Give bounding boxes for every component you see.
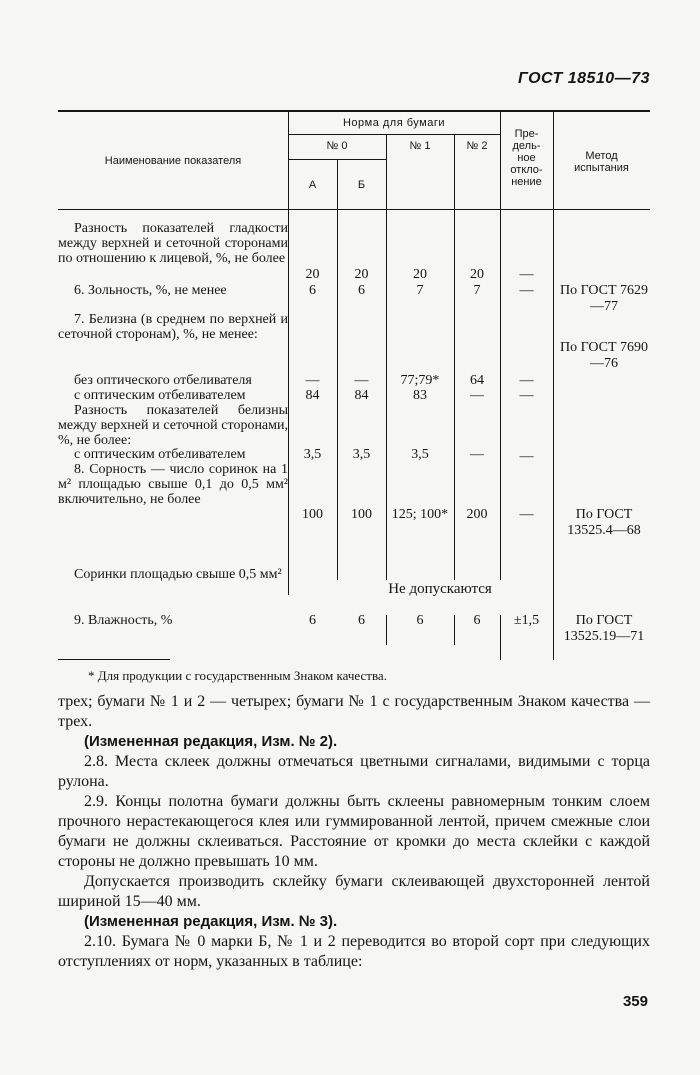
document-code: ГОСТ 18510—73 — [517, 70, 650, 87]
column-header-method: Метод испытания — [574, 150, 629, 174]
method-specks: По ГОСТ 13525.4—68 — [567, 507, 641, 538]
row-label-no-optical: без оптического отбеливателя — [74, 373, 252, 388]
cell-r3-n1: 77;79* — [400, 373, 440, 388]
paragraph-2-10: 2.10. Бумага № 0 марки Б, № 1 и 2 переводится во второй сорт при следующих отступлениях от норм, указанных в таблице: — [58, 933, 650, 970]
cell-r1-b: 6 — [358, 283, 365, 298]
column-header-a: А — [308, 179, 317, 191]
norm-subrule — [288, 134, 500, 135]
cell-r3-dev: — — [519, 373, 534, 388]
row-label-with-optical-2: с оптическим отбеливателем — [74, 447, 246, 462]
cell-r7-n1: 125; 100* — [391, 507, 449, 522]
column-header-no2: № 2 — [466, 140, 488, 152]
row-label-whiteness: 7. Белизна (в среднем по верхней и сеточной сторонам), %, не менее: — [58, 312, 288, 342]
method-whiteness: По ГОСТ 7690—76 — [559, 340, 649, 371]
cell-r4-n2: — — [470, 388, 484, 403]
cell-r3-a: — — [305, 373, 320, 388]
cell-r7-n2: 200 — [466, 507, 488, 522]
cell-r6-dev: — — [519, 449, 534, 464]
cell-r4-dev: — — [519, 388, 534, 403]
column-header-no0: № 0 — [326, 140, 348, 152]
cell-r1-a: 6 — [309, 283, 316, 298]
amendment-note-3: (Измененная редакция, Изм. № 3). — [84, 913, 338, 930]
footnote-rule — [58, 659, 170, 660]
cell-r6-a: 3,5 — [303, 447, 322, 462]
row-label-with-optical: с оптическим отбеливателем — [74, 388, 246, 403]
body-divider-dev — [553, 210, 554, 660]
cell-r1-n2: 7 — [473, 283, 481, 298]
cell-r3-b: — — [354, 373, 369, 388]
table-top-rule — [58, 110, 650, 112]
cell-r6-n2: — — [470, 447, 484, 462]
row-label-ash: 6. Зольность, %, не менее — [74, 283, 227, 298]
row-label-specks-large: Соринки площадью свыше 0,5 мм² — [74, 567, 282, 582]
row-label-moisture: 9. Влажность, % — [74, 613, 173, 628]
cell-r4-n1: 83 — [413, 388, 427, 403]
cell-r0-dev: — — [519, 267, 534, 282]
cell-r0-n1: 20 — [413, 267, 427, 282]
cell-r9-dev: ±1,5 — [513, 613, 540, 628]
cell-r0-b: 20 — [354, 267, 369, 282]
column-header-norm: Норма для бумаги — [342, 117, 446, 129]
cell-r4-b: 84 — [354, 388, 369, 403]
cell-r9-n2: 6 — [473, 613, 481, 628]
cell-r7-dev: — — [519, 507, 534, 522]
cell-r0-n2: 20 — [470, 267, 484, 282]
cell-r1-dev: — — [519, 283, 534, 298]
paragraph-continuation: трех; бумаги № 1 и 2 — четырех; бумаги № 1 с государственным Знаком качества — трех. — [58, 693, 650, 730]
cell-r4-a: 84 — [305, 388, 320, 403]
column-header-b: Б — [357, 179, 366, 191]
method-moisture: По ГОСТ 13525.19—71 — [563, 613, 645, 644]
cell-r7-a: 100 — [302, 507, 323, 522]
row-label-whiteness-diff: Разность показателей белизны между верхней и сеточной сторонами, %, не более: — [58, 403, 288, 448]
cell-r6-b: 3,5 — [352, 447, 371, 462]
row-label-smoothness-diff: Разность показателей гладкости между верхней и сеточной сторонами по отношению к лицевой, %, не более — [58, 221, 288, 266]
cell-r9-a: 6 — [309, 613, 316, 628]
paragraph-tape: Допускается производить склейку бумаги склеивающей двухсторонней лентой шириной 15—40 мм. — [58, 873, 650, 910]
cell-r8-merged: Не допускаются — [388, 581, 492, 597]
column-header-no1: № 1 — [409, 140, 431, 152]
page-number: 359 — [622, 993, 648, 1010]
footnote: * Для продукции с государственным Знаком качества. — [88, 668, 387, 683]
cell-r1-n1: 7 — [416, 283, 424, 298]
paragraph-2-8: 2.8. Места склеек должны отмечаться цветными сигналами, видимыми с торца рулона. — [58, 753, 650, 790]
column-header-deviation: Пре- дель- ное откло- нение — [510, 128, 543, 188]
cell-r0-a: 20 — [305, 267, 320, 282]
cell-r3-n2: 64 — [470, 373, 484, 388]
column-header-name: Наименование показателя — [104, 155, 242, 167]
body-text — [58, 692, 650, 972]
row-label-specks: 8. Сорность — число соринок на 1 м² площадью свыше 0,1 до 0,5 мм² включительно, не более — [58, 462, 288, 507]
cell-r7-b: 100 — [351, 507, 372, 522]
cell-r6-n1: 3,5 — [411, 447, 429, 462]
header-bottom-rule — [58, 209, 650, 210]
paragraph-2-9: 2.9. Концы полотна бумаги должны быть склеены равномерным тонким слоем прочного нерастекающегося клея или гуммированной лентой, причем смежные слои бумаги не должны склеиваться. Расстояние от кромки до места склейки с каждой стороны не должно превышать 10 мм. — [58, 793, 650, 870]
cell-r9-n1: 6 — [416, 613, 424, 628]
method-ash: По ГОСТ 7629—77 — [559, 283, 649, 314]
cell-r9-b: 6 — [358, 613, 365, 628]
amendment-note-2: (Измененная редакция, Изм. № 2). — [84, 733, 338, 750]
